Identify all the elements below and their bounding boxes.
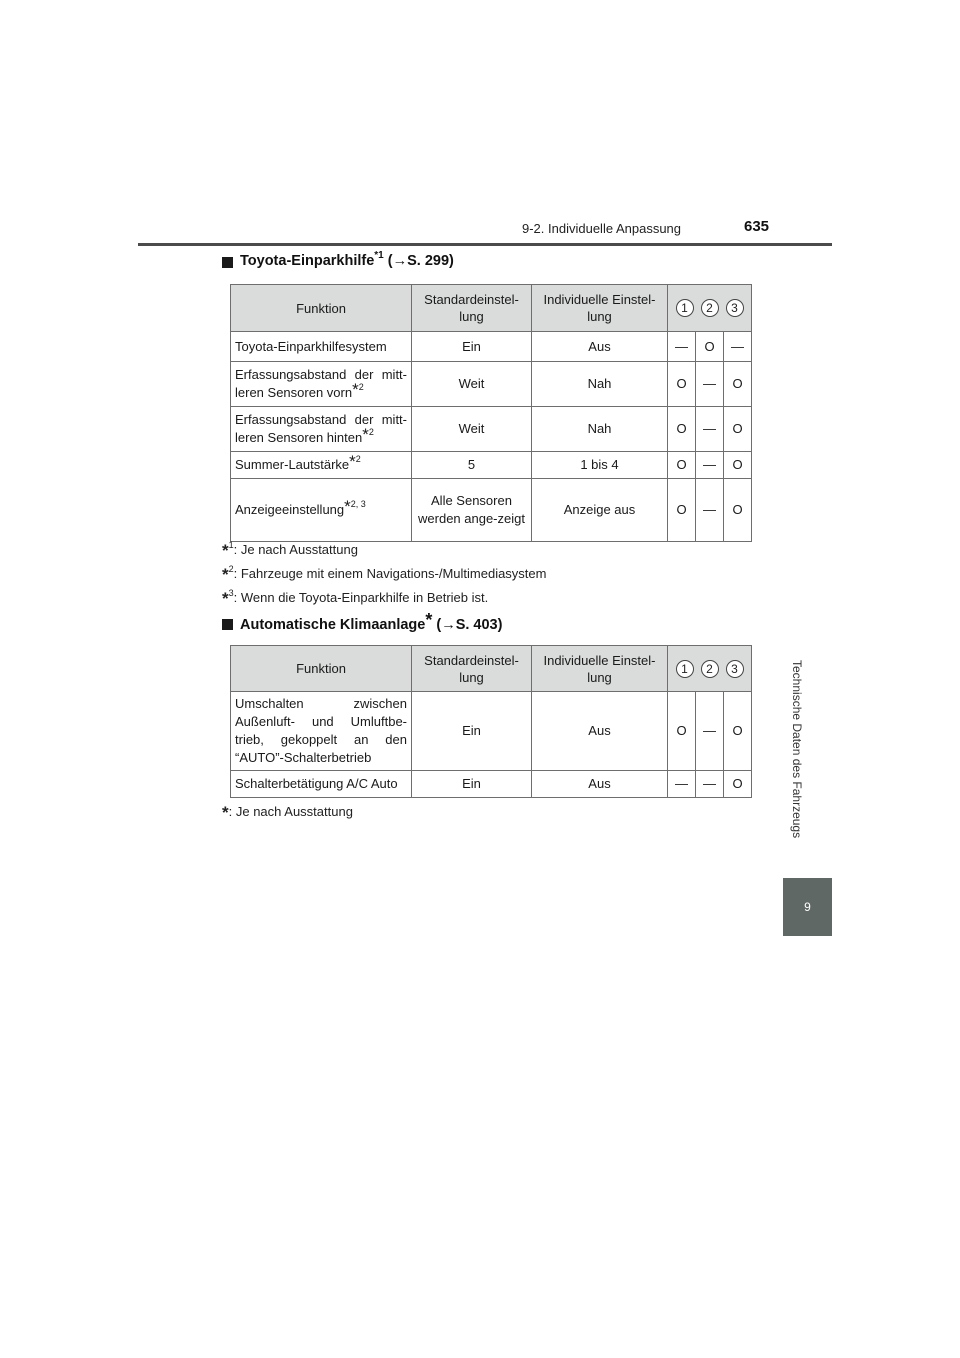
cell-default: Weit bbox=[412, 407, 532, 452]
function-label: Umschalten zwischen Außenluft- und Umluftbe-trieb, gekoppelt an den “AUTO”-Schalterbetrieb bbox=[235, 696, 407, 765]
cell-c1: O bbox=[668, 479, 696, 542]
header-section-title: 9-2. Individuelle Anpassung bbox=[522, 221, 682, 236]
footnote-star-icon: * bbox=[222, 565, 229, 584]
climate-section-title bbox=[222, 610, 503, 633]
chapter-side-label: Technische Daten des Fahrzeugs bbox=[790, 660, 804, 839]
footnote-star-icon: * bbox=[362, 425, 369, 444]
chapter-tab bbox=[783, 878, 832, 936]
cell-function bbox=[231, 362, 412, 407]
col-header-default: Standardeinstel-lung bbox=[412, 646, 532, 692]
cell-function bbox=[231, 771, 412, 798]
table-row bbox=[231, 362, 752, 407]
table-row bbox=[231, 771, 752, 798]
climate-footnote bbox=[222, 803, 353, 822]
cell-function bbox=[231, 407, 412, 452]
parking-settings-table bbox=[230, 284, 752, 542]
col-header-custom: Individuelle Einstel-lung bbox=[532, 285, 668, 332]
cell-function bbox=[231, 452, 412, 479]
footnote-text: : Je nach Ausstattung bbox=[233, 542, 358, 557]
function-label: Toyota-Einparkhilfesystem bbox=[235, 338, 387, 354]
col-header-function: Funktion bbox=[231, 285, 412, 332]
cell-c3: — bbox=[724, 332, 752, 362]
col-header-options bbox=[668, 285, 752, 332]
cell-c2: — bbox=[696, 692, 724, 771]
footnote-star-icon: * bbox=[222, 803, 229, 822]
cell-default: Ein bbox=[412, 692, 532, 771]
footnote-star-icon: * bbox=[344, 497, 351, 516]
cell-custom: Nah bbox=[532, 407, 668, 452]
cell-function bbox=[231, 692, 412, 771]
circled-1-icon: 1 bbox=[676, 299, 694, 317]
parking-title-ref: (→S. 299) bbox=[387, 253, 454, 269]
cell-custom: Nah bbox=[532, 362, 668, 407]
footnote-ref: 2 bbox=[355, 454, 361, 464]
footnote-ref: 2 bbox=[358, 382, 364, 392]
footnote-ref: 2, 3 bbox=[350, 499, 366, 509]
cell-custom: Anzeige aus bbox=[532, 479, 668, 542]
circled-3-icon: 3 bbox=[726, 660, 744, 678]
function-label: Schalterbetätigung A/C Auto bbox=[235, 776, 398, 791]
cell-c1: — bbox=[668, 771, 696, 798]
cell-c3: O bbox=[724, 362, 752, 407]
circled-2-icon: 2 bbox=[701, 299, 719, 317]
table-row bbox=[231, 452, 752, 479]
footnote-star-icon: * bbox=[352, 380, 359, 399]
footnote-ref: 2 bbox=[368, 427, 374, 437]
cell-default: Ein bbox=[412, 771, 532, 798]
cell-c3: O bbox=[724, 692, 752, 771]
cell-custom: Aus bbox=[532, 771, 668, 798]
footnote-star-icon: * bbox=[222, 541, 229, 560]
col-header-function: Funktion bbox=[231, 646, 412, 692]
footnote-text: : Wenn die Toyota-Einparkhilfe in Betrieb ist. bbox=[233, 590, 489, 605]
cell-custom: Aus bbox=[532, 692, 668, 771]
footnote-text: : Je nach Ausstattung bbox=[228, 804, 353, 819]
cell-c2: — bbox=[696, 407, 724, 452]
function-label: Erfassungsabstand der mitt-leren Sensoren hinten bbox=[235, 412, 407, 445]
cell-c2: — bbox=[696, 362, 724, 407]
cell-c1: — bbox=[668, 332, 696, 362]
cell-c1: O bbox=[668, 407, 696, 452]
cell-default: Alle Sensoren werden ange-zeigt bbox=[412, 479, 532, 542]
function-label: Erfassungsabstand der mitt-leren Sensoren vorn bbox=[235, 367, 407, 400]
circled-1-icon: 1 bbox=[676, 660, 694, 678]
cell-default: 5 bbox=[412, 452, 532, 479]
circled-3-icon: 3 bbox=[726, 299, 744, 317]
climate-title-text: Automatische Klimaanlage bbox=[240, 617, 426, 633]
col-header-options bbox=[668, 646, 752, 692]
footnote-mark: 2 bbox=[228, 564, 234, 574]
climate-title-ref: (→S. 403) bbox=[436, 617, 503, 633]
cell-custom: 1 bis 4 bbox=[532, 452, 668, 479]
cell-default: Weit bbox=[412, 362, 532, 407]
cell-c3: O bbox=[724, 771, 752, 798]
page-number: 635 bbox=[744, 218, 770, 235]
cell-c2: — bbox=[696, 771, 724, 798]
cell-c1: O bbox=[668, 452, 696, 479]
table-header-row bbox=[231, 646, 752, 692]
chapter-number: 9 bbox=[804, 900, 811, 914]
cell-function bbox=[231, 332, 412, 362]
cell-custom: Aus bbox=[532, 332, 668, 362]
parking-section-title bbox=[222, 250, 454, 269]
function-label: Anzeigeeinstellung bbox=[235, 502, 345, 517]
cell-c2: O bbox=[696, 332, 724, 362]
footnote-mark: 1 bbox=[228, 540, 234, 550]
parking-footnote-3 bbox=[222, 588, 489, 608]
table-row bbox=[231, 479, 752, 542]
cell-c3: O bbox=[724, 407, 752, 452]
cell-c3: O bbox=[724, 452, 752, 479]
square-bullet-icon bbox=[222, 619, 233, 630]
parking-title-text: Toyota-Einparkhilfe bbox=[240, 253, 375, 269]
cell-c1: O bbox=[668, 692, 696, 771]
header-divider bbox=[138, 243, 832, 246]
footnote-star-icon: * bbox=[349, 452, 356, 471]
circled-2-icon: 2 bbox=[701, 660, 719, 678]
table-row bbox=[231, 332, 752, 362]
cell-c1: O bbox=[668, 362, 696, 407]
climate-settings-table bbox=[230, 645, 752, 798]
cell-c2: — bbox=[696, 452, 724, 479]
parking-title-sup: *1 bbox=[374, 250, 384, 261]
table-header-row bbox=[231, 285, 752, 332]
climate-title-star-icon: * bbox=[425, 610, 433, 630]
cell-default: Ein bbox=[412, 332, 532, 362]
cell-function bbox=[231, 479, 412, 542]
footnote-star-icon: * bbox=[222, 589, 229, 608]
table-row bbox=[231, 407, 752, 452]
col-header-default: Standardeinstel-lung bbox=[412, 285, 532, 332]
function-label: Summer-Lautstärke bbox=[235, 457, 350, 472]
parking-footnote-1 bbox=[222, 540, 358, 560]
square-bullet-icon bbox=[222, 257, 233, 268]
footnote-mark: 3 bbox=[228, 588, 234, 598]
col-header-custom: Individuelle Einstel-lung bbox=[532, 646, 668, 692]
footnote-text: : Fahrzeuge mit einem Navigations-/Multimediasystem bbox=[233, 566, 547, 581]
table-row bbox=[231, 692, 752, 771]
cell-c3: O bbox=[724, 479, 752, 542]
cell-c2: — bbox=[696, 479, 724, 542]
parking-footnote-2 bbox=[222, 564, 547, 584]
